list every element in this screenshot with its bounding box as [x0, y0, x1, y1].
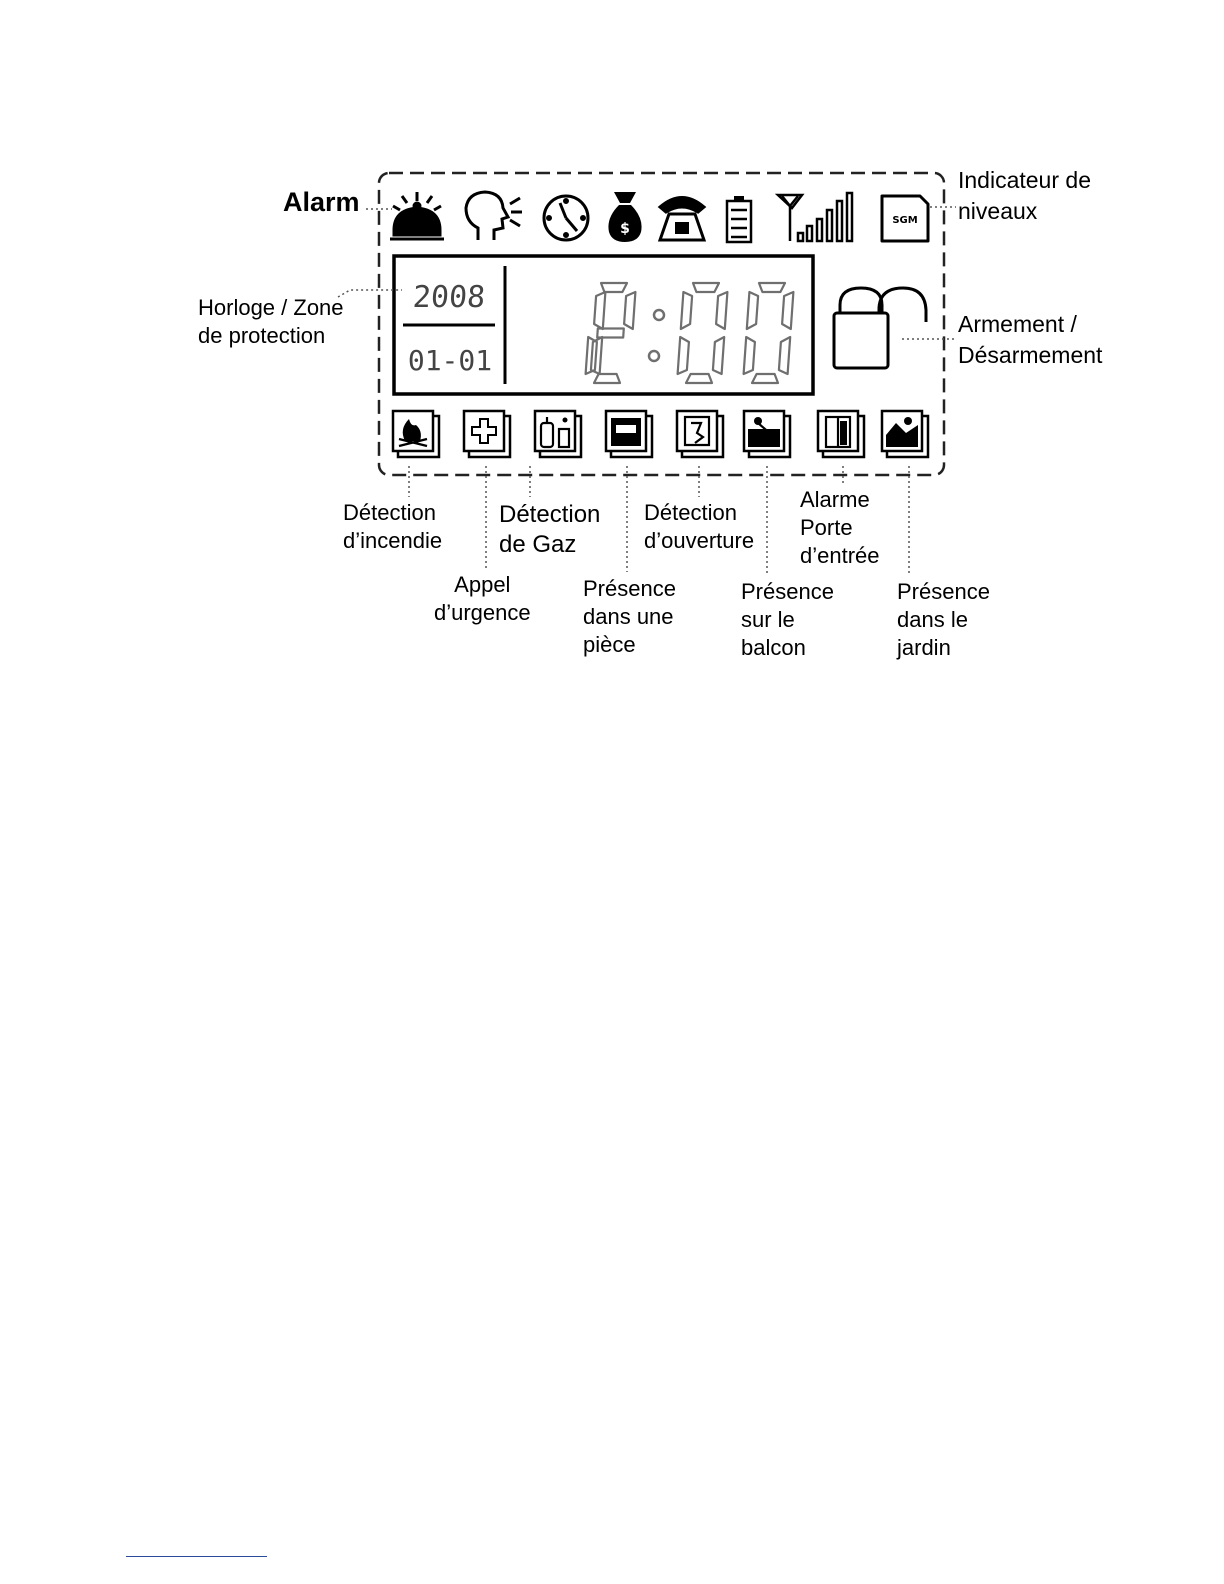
- time-segment: [752, 374, 778, 383]
- speaking-head-icon: [466, 192, 522, 240]
- label-alarm: Alarm: [283, 187, 360, 217]
- time-segment: [716, 292, 727, 329]
- footnote-separator: [126, 1556, 267, 1557]
- lcd-date: 01-01: [407, 344, 493, 377]
- gas-cylinder-icon: [535, 411, 581, 457]
- garden-icon: [882, 411, 928, 457]
- time-segment: [601, 283, 627, 292]
- door-icon: [818, 411, 864, 457]
- label-indicateur-niveaux: Indicateur de niveaux: [958, 167, 1091, 224]
- balcony-icon: [744, 411, 790, 457]
- label-detection-incendie: Détection d’incendie: [343, 500, 443, 553]
- label-presence-piece: Présence dans une pièce: [583, 576, 676, 657]
- time-colon-dot: [649, 351, 659, 361]
- label-horloge-zone: Horloge / Zone de protection: [198, 295, 344, 348]
- bell-icon: [390, 192, 444, 239]
- time-segment: [597, 329, 624, 338]
- signal-antenna-icon: [778, 193, 852, 241]
- sensor-icon-row: [393, 411, 928, 457]
- time-segment: [779, 337, 790, 374]
- time-segment: [782, 292, 793, 329]
- label-appel-urgence: Appel d’urgence: [434, 572, 531, 625]
- time-segment: [594, 292, 605, 329]
- telephone-icon: [660, 198, 704, 241]
- time-digit: [586, 283, 636, 383]
- sim-card-icon: [882, 196, 928, 241]
- time-segment: [744, 337, 755, 374]
- label-detection-gaz: Détection de Gaz: [499, 501, 601, 558]
- time-segment: [693, 283, 719, 292]
- time-segment: [594, 374, 620, 383]
- lcd-time-display: [586, 283, 794, 383]
- money-bag-icon: [608, 192, 641, 242]
- lcd-year: 2008: [411, 280, 487, 315]
- time-segment: [678, 337, 689, 374]
- time-segment: [759, 283, 785, 292]
- time-digit: [678, 283, 728, 383]
- label-presence-jardin: Présence dans le jardin: [897, 579, 990, 660]
- label-armement: Armement / Désarmement: [958, 311, 1103, 368]
- time-digit: [744, 283, 794, 383]
- label-alarme-porte: Alarme Porte d’entrée: [800, 487, 880, 568]
- padlock-icon: [834, 288, 926, 368]
- lcd-legend-diagram: [0, 0, 1224, 700]
- time-segment: [681, 292, 692, 329]
- room-icon: [606, 411, 652, 457]
- time-segment: [624, 292, 635, 329]
- time-colon-dot: [654, 310, 664, 320]
- first-aid-cross-icon: [464, 411, 510, 457]
- time-segment: [686, 374, 712, 383]
- clock-icon: [544, 196, 588, 240]
- time-segment: [747, 292, 758, 329]
- battery-icon: [727, 196, 751, 242]
- label-detection-ouverture: Détection d’ouverture: [644, 500, 755, 553]
- svg-text:$: $: [620, 221, 630, 237]
- fire-icon: [393, 411, 439, 457]
- open-window-icon: [677, 411, 723, 457]
- time-segment: [713, 337, 724, 374]
- svg-text:SGM: SGM: [892, 215, 918, 226]
- label-presence-balcon: Présence sur le balcon: [741, 579, 834, 660]
